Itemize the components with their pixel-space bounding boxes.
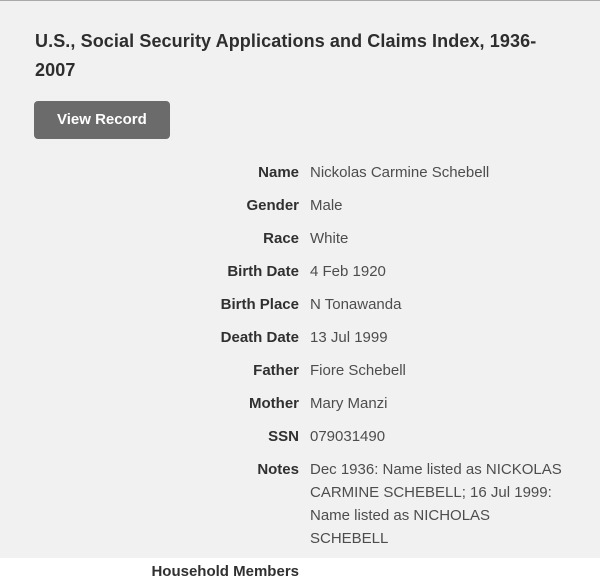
fact-value: White — [310, 230, 349, 247]
fact-value: Dec 1936: Name listed as NICKOLAS CARMINE SCHEBELL; 16 Jul 1999: Name listed as NICHOLAS SCHEBELL — [310, 461, 562, 547]
fact-label: Race — [263, 230, 299, 247]
facts-table — [0, 161, 600, 550]
fact-row — [0, 326, 600, 349]
fact-value: 079031490 — [310, 428, 386, 445]
fact-label: SSN — [268, 428, 299, 445]
fact-label: Mother — [249, 395, 299, 412]
fact-label: Birth Date — [227, 263, 299, 280]
fact-value: 13 Jul 1999 — [310, 329, 388, 346]
fact-value: Mary Manzi — [310, 395, 388, 412]
fact-value: 4 Feb 1920 — [310, 263, 386, 280]
fact-value: Nickolas Carmine Schebell — [310, 164, 490, 181]
fact-label: Name — [258, 164, 299, 181]
fact-label: Father — [253, 362, 299, 379]
fact-row — [0, 293, 600, 316]
fact-label: Birth Place — [220, 296, 299, 313]
fact-label: Death Date — [220, 329, 299, 346]
record-summary-panel — [0, 27, 600, 584]
fact-value: N Tonawanda — [310, 296, 402, 313]
household-members-label: Household Members — [151, 563, 299, 580]
fact-row — [0, 392, 600, 415]
fact-row — [0, 458, 600, 550]
fact-row — [0, 194, 600, 217]
fact-value: Male — [310, 197, 343, 214]
fact-value: Fiore Schebell — [310, 362, 406, 379]
record-title: U.S., Social Security Applications and Claims Index, 1936-2007 — [35, 31, 537, 80]
view-record-button[interactable]: View Record — [34, 101, 170, 139]
fact-label: Gender — [246, 197, 299, 214]
household-members-row — [0, 560, 600, 583]
fact-row — [0, 161, 600, 184]
fact-label: Notes — [257, 461, 299, 478]
fact-row — [0, 359, 600, 382]
fact-row — [0, 260, 600, 283]
fact-row — [0, 425, 600, 448]
fact-row — [0, 227, 600, 250]
